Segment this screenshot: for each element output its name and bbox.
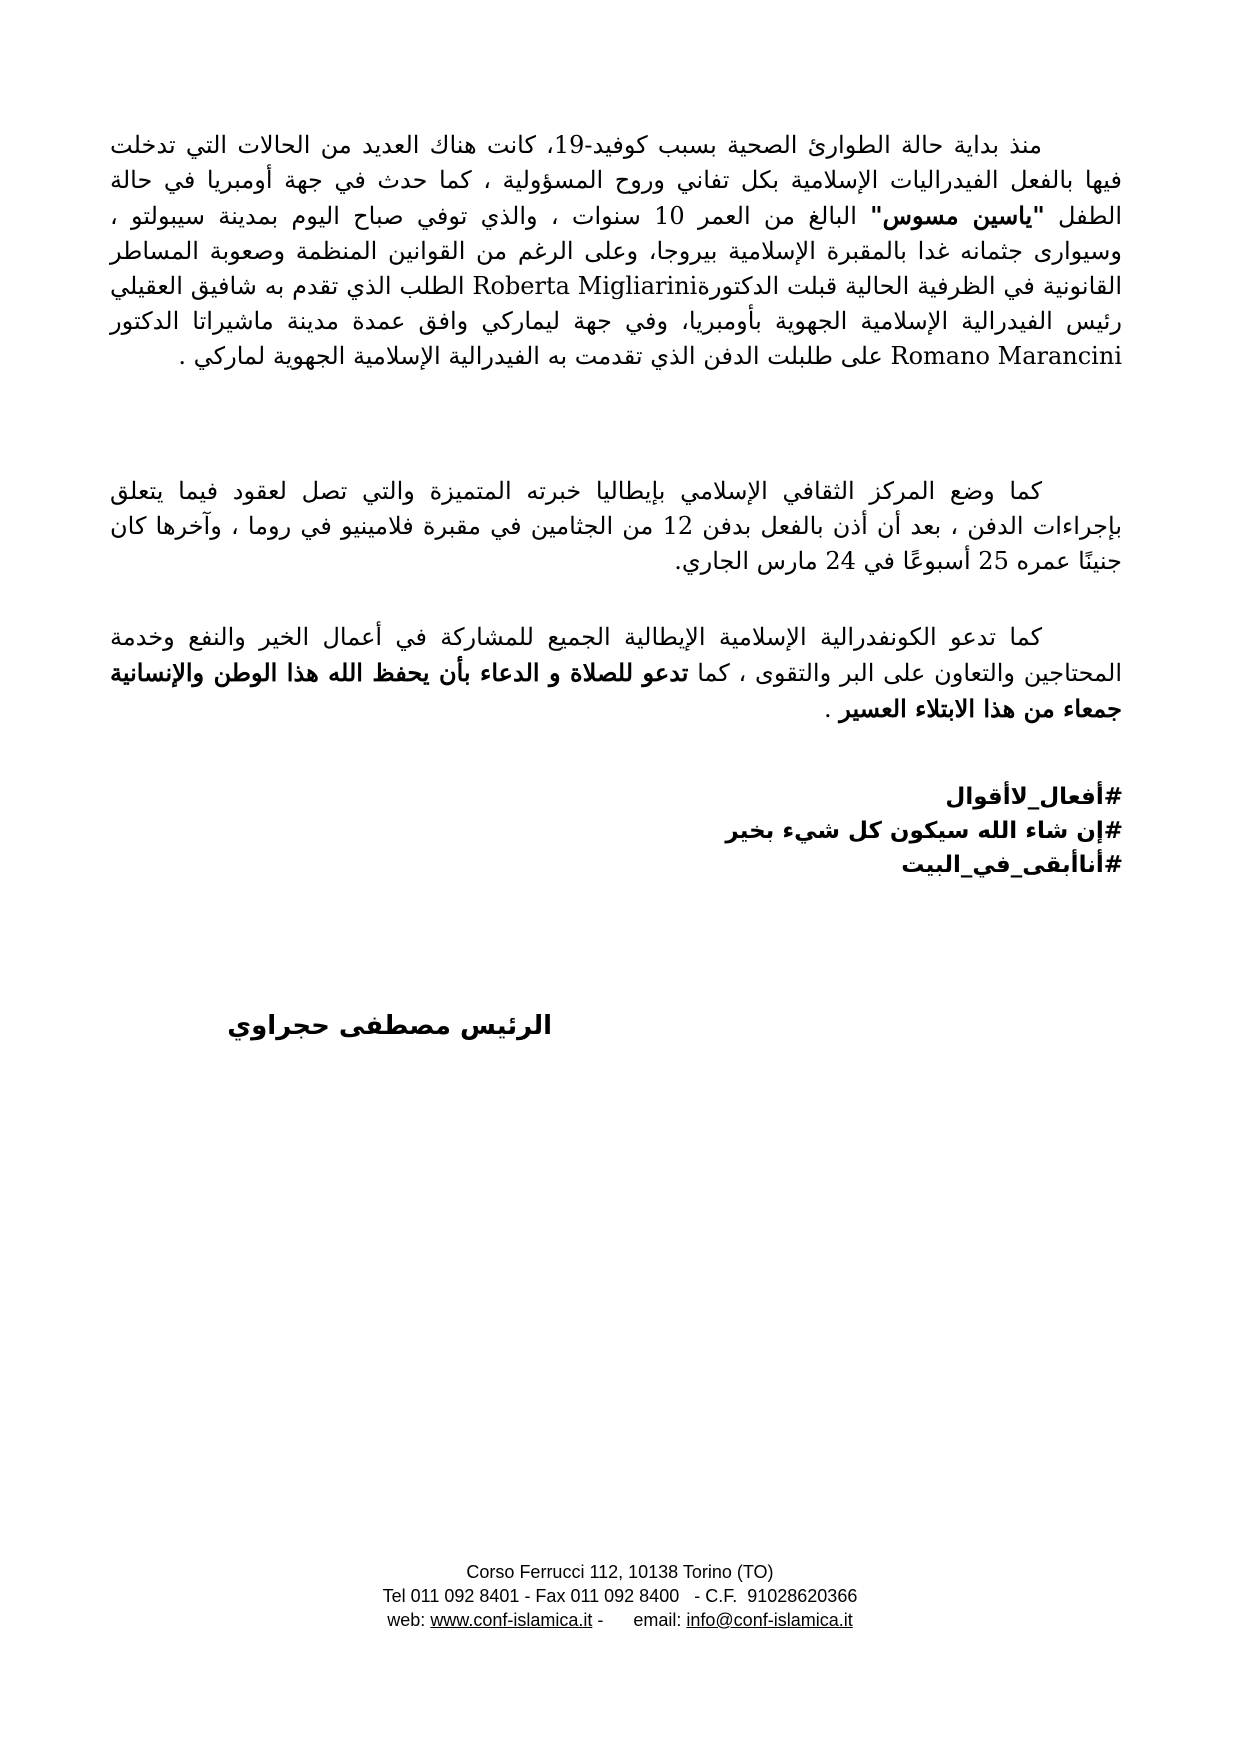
paragraph-1-text-c: الطلب الذي تقدم به شافيق العقيلي رئيس الفيدرالية الإسلامية الجهوية بأومبريا، وفي جهة ليماركي وافق عمدة مدينة ماشيراتا الدكتور bbox=[110, 272, 1122, 335]
president-signature: الرئيس مصطفى حجراوي bbox=[227, 1011, 552, 1041]
hashtag-list bbox=[423, 780, 1123, 882]
paragraph-3-text-a: كما تدعو الكونفدرالية الإسلامية الإيطالية الجميع للمشاركة في أعمال الخير والنفع وخدمة المحتاجين والتعاون على البر والتقوى ، كما bbox=[110, 623, 1122, 687]
web-label: web: bbox=[387, 1610, 431, 1630]
prayer-call: تدعو للصلاة و الدعاء بأن يحفظ الله هذا الوطن والإنسانية جمعاء من هذا الابتلاء العسير bbox=[110, 658, 1122, 723]
hashtag-item: #إن شاء الله سيكون كل شيء بخير bbox=[725, 818, 1123, 844]
paragraph-cultural-center: كما وضع المركز الثقافي الإسلامي بإيطاليا خبرته المتميزة والتي تصل لعقود فيما يتعلق بإجراءات الدفن ، بعد أن أذن بالفعل بدفن 12 من الجثامين في مقبرة فلامينيو في روما ، وآخرها كان جنينًا عمره 25 أسبوعًا في 24 مارس الجاري. bbox=[110, 477, 1122, 575]
footer-address: Corso Ferrucci 112, 10138 Torino (TO) bbox=[466, 1562, 774, 1582]
doctor-name-1: Roberta Migliarini bbox=[472, 272, 698, 300]
footer-contacts bbox=[220, 1608, 1020, 1632]
website-link[interactable]: www.conf-islamica.it bbox=[430, 1610, 593, 1630]
paragraph-burial-cases bbox=[110, 128, 1122, 374]
hashtag-item: #أفعال_لاأقوال bbox=[945, 784, 1123, 810]
doctor-name-2: Romano Marancini bbox=[890, 342, 1122, 370]
email-link[interactable]: info@conf-islamica.it bbox=[686, 1610, 853, 1630]
footer-separator: - email: bbox=[592, 1610, 687, 1630]
hashtag-item: #أناأبقى_في_البيت bbox=[901, 852, 1123, 878]
paragraph-call-to-action bbox=[110, 620, 1122, 727]
paragraph-1-text-a: منذ بداية حالة الطوارئ الصحية بسبب كوفيد-19، كانت هناك العديد من الحالات التي تدخلت فيها بالفعل الفيدراليات الإسلامية بكل تفاني وروح المسؤولية ، كما حدث في جهة أومبريا في حالة الطفل bbox=[110, 131, 1122, 230]
footer-phones: Tel 011 092 8401 - Fax 011 092 8400 - C.F. 91028620366 bbox=[382, 1586, 858, 1606]
paragraph-3-text-b: . bbox=[824, 695, 840, 723]
paragraph-1-text-d: على طلبلت الدفن الذي تقدمت به الفيدرالية الإسلامية الجهوية لماركي . bbox=[178, 342, 891, 370]
paragraph-1-text-b: البالغ من العمر 10 سنوات ، والذي توفي صباح اليوم بمدينة سيبولتو ، وسيوارى جثمانه غدا بالمقبرة الإسلامية بيروجا، وعلى الرغم من القوانين المنظمة وصعوبة المساطر القانونية في الظرفية الحالية قبلت الدكتورة bbox=[110, 202, 1123, 300]
footer bbox=[220, 1560, 1020, 1632]
child-name: "ياسين مسوس" bbox=[870, 201, 1045, 230]
